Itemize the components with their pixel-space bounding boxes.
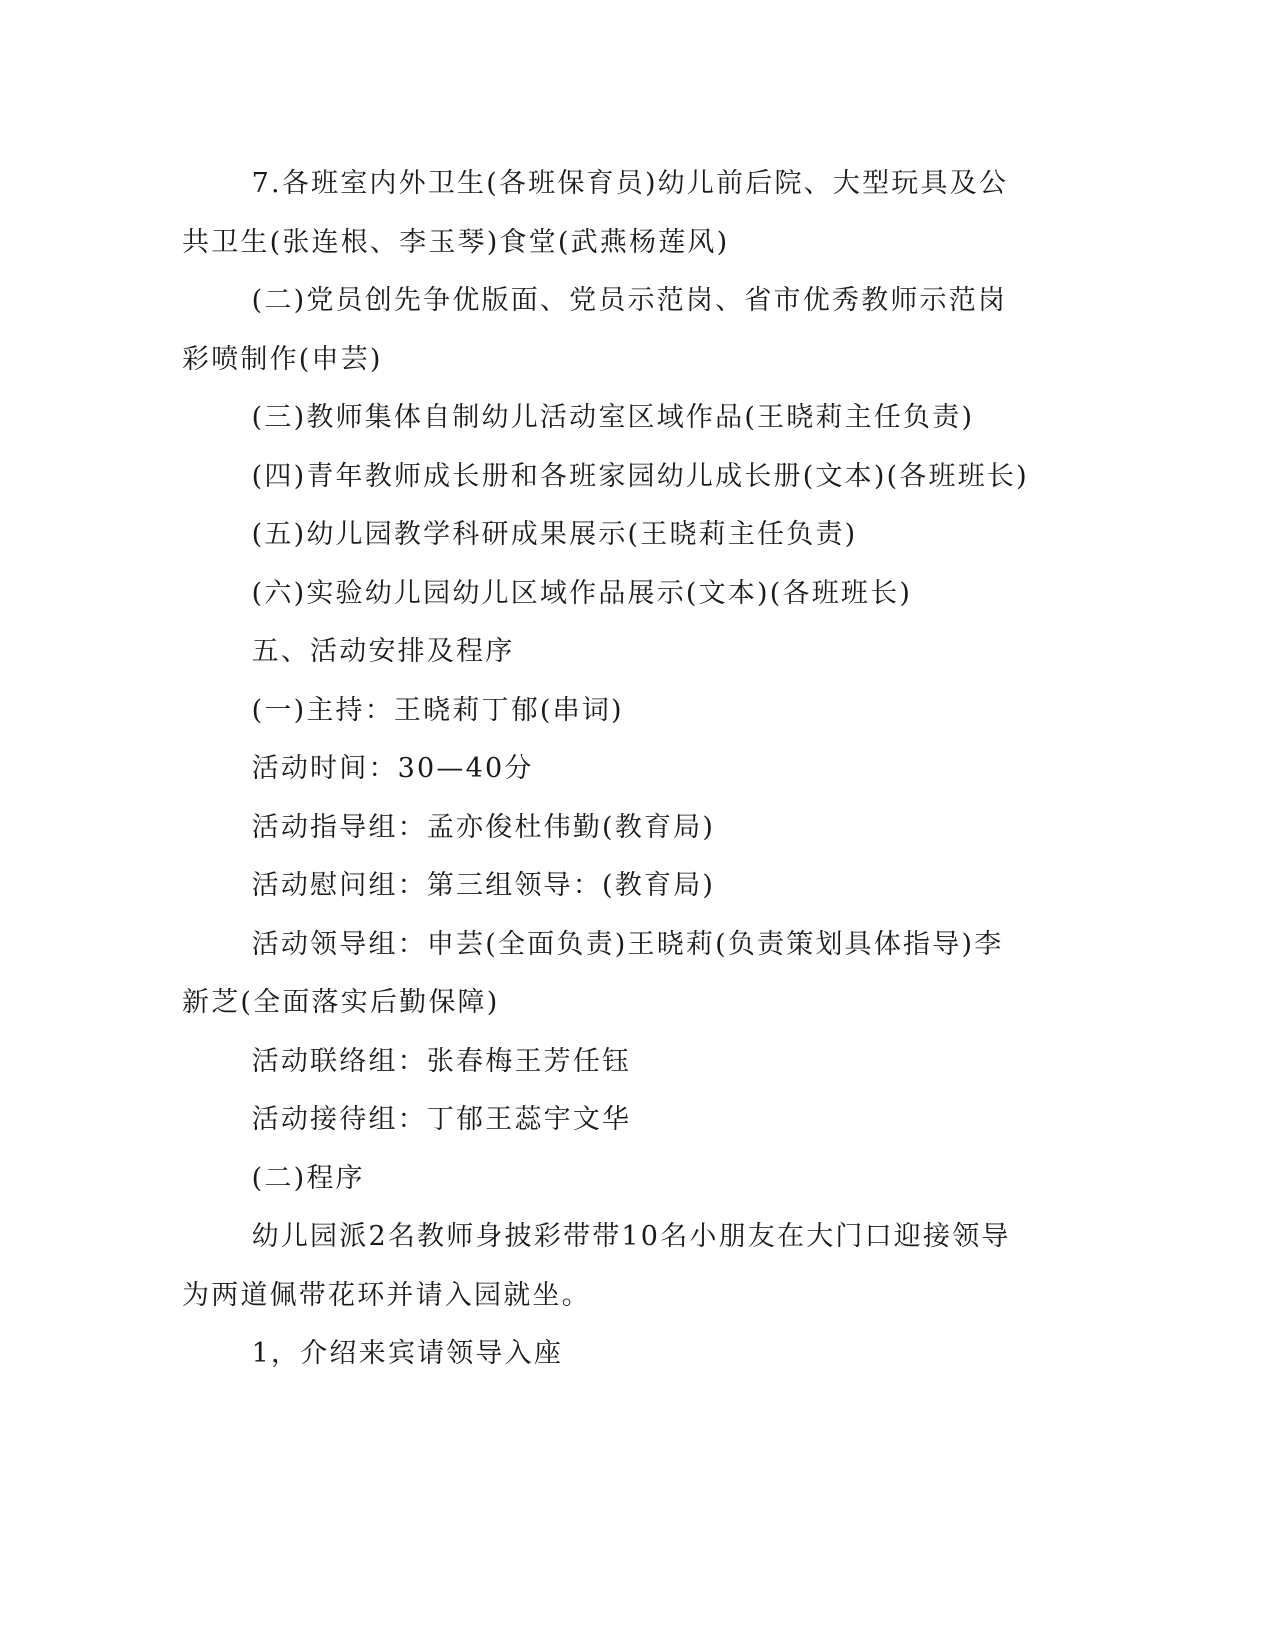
paragraph-guidance-group: 活动指导组：孟亦俊杜伟勤(教育局)	[251, 811, 716, 843]
paragraph-welcome: 幼儿园派2名教师身披彩带带10名小朋友在大门口迎接领导为两道佩带花环并请入园就坐。	[182, 1221, 1011, 1311]
paragraph-research-results: (五)幼儿园教学科研成果展示(王晓莉主任负责)	[251, 519, 858, 550]
subheading-procedure: (二)程序	[251, 1162, 365, 1194]
paragraph-condolence-group: 活动慰问组：第三组领导：(教育局)	[251, 870, 716, 901]
paragraph-liaison-group: 活动联络组：张春梅王芳任钰	[251, 1045, 632, 1077]
paragraph-hygiene-duties: 7.各班室内外卫生(各班保育员)幼儿前后院、大型玩具及公共卫生(张连根、李玉琴)食堂(武燕杨莲风)	[182, 168, 1009, 258]
section-heading-activity-arrangement: 五、活动安排及程序	[251, 636, 515, 667]
paragraph-party-boards: (二)党员创先争优版面、党员示范岗、省市优秀教师示范岗彩喷制作(申芸)	[182, 285, 1008, 375]
paragraph-reception-group: 活动接待组：丁郁王蕊宇文华	[251, 1104, 632, 1135]
paragraph-growth-books: (四)青年教师成长册和各班家园幼儿成长册(文本)(各班班长)	[251, 460, 1029, 492]
paragraph-teacher-works: (三)教师集体自制幼儿活动室区域作品(王晓莉主任负责)	[251, 402, 975, 433]
paragraph-activity-time: 活动时间：30—40分	[251, 753, 534, 784]
paragraph-introduce-guests: 1，介绍来宾请领导入座	[251, 1338, 564, 1369]
document-body	[182, 155, 1032, 1384]
paragraph-host: (一)主持：王晓莉丁郁(串词)	[251, 694, 624, 726]
paragraph-leadership-group: 活动领导组：申芸(全面负责)王晓莉(负责策划具体指导)李新芝(全面落实后勤保障)	[182, 928, 1004, 1018]
paragraph-child-works: (六)实验幼儿园幼儿区域作品展示(文本)(各班班长)	[251, 577, 913, 609]
